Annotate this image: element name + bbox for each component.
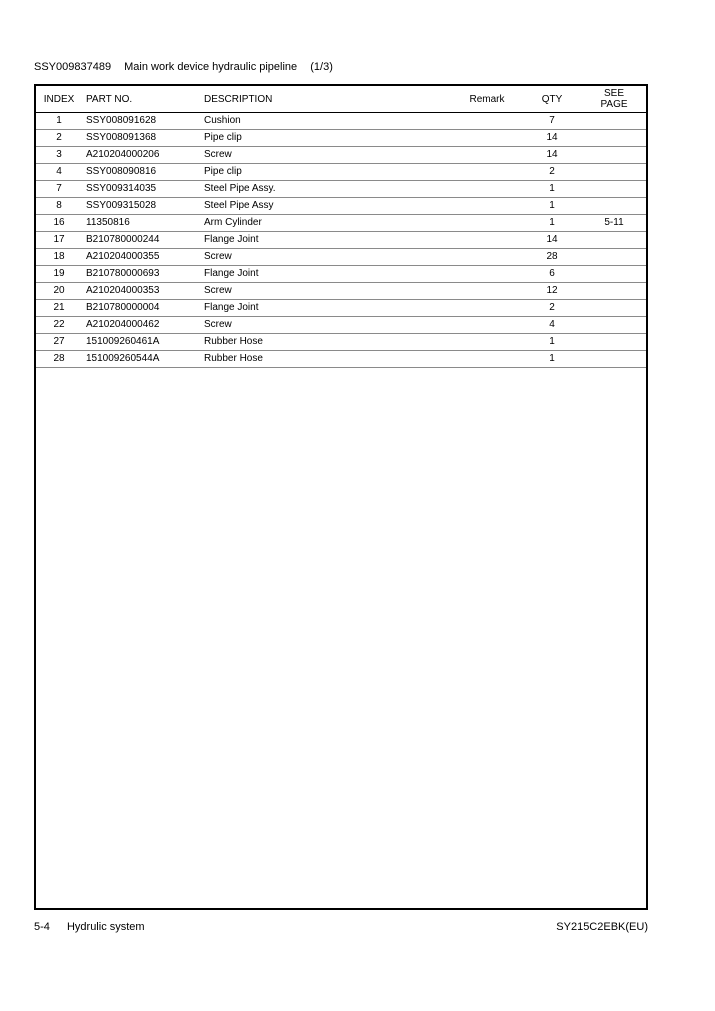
cell-remark [452,300,522,317]
cell-qty: 14 [522,232,582,249]
cell-remark [452,232,522,249]
cell-qty: 14 [522,147,582,164]
cell-description: Screw [204,317,452,334]
doc-title: Main work device hydraulic pipeline [124,61,298,73]
cell-index: 28 [36,351,82,368]
cell-index: 8 [36,198,82,215]
cell-description: Rubber Hose [204,334,452,351]
table-row [36,130,646,147]
cell-description: Flange Joint [204,300,452,317]
cell-index: 1 [36,113,82,130]
cell-index: 3 [36,147,82,164]
cell-see-page [582,181,646,198]
cell-part-no: A210204000353 [82,283,204,300]
cell-see-page [582,334,646,351]
cell-qty: 1 [522,215,582,232]
cell-part-no: 151009260461A [82,334,204,351]
table-row [36,113,646,130]
cell-part-no: 11350816 [82,215,204,232]
col-description-header: DESCRIPTION [204,86,452,113]
cell-qty: 7 [522,113,582,130]
cell-qty: 28 [522,249,582,266]
cell-remark [452,164,522,181]
parts-table [36,86,646,368]
cell-remark [452,283,522,300]
cell-description: Steel Pipe Assy [204,198,452,215]
cell-remark [452,351,522,368]
cell-index: 19 [36,266,82,283]
cell-index: 16 [36,215,82,232]
cell-qty: 1 [522,334,582,351]
cell-remark [452,317,522,334]
table-row [36,317,646,334]
cell-see-page [582,351,646,368]
col-qty-header: QTY [522,86,582,113]
table-row [36,266,646,283]
doc-code: SSY009837489 [34,61,112,73]
cell-part-no: 151009260544A [82,351,204,368]
cell-see-page [582,283,646,300]
cell-qty: 1 [522,181,582,198]
cell-see-page [582,300,646,317]
cell-see-page [582,130,646,147]
table-header-row [36,86,646,113]
page-footer [34,921,648,933]
cell-description: Cushion [204,113,452,130]
cell-see-page [582,317,646,334]
cell-qty: 12 [522,283,582,300]
page-number: 5-4 [34,921,50,933]
parts-table-frame [34,84,648,910]
cell-see-page: 5-11 [582,215,646,232]
cell-see-page [582,249,646,266]
doc-part: (1/3) [310,61,333,73]
cell-qty: 6 [522,266,582,283]
cell-index: 4 [36,164,82,181]
cell-index: 21 [36,300,82,317]
table-row [36,181,646,198]
model-code: SY215C2EBK(EU) [556,921,648,933]
table-row [36,334,646,351]
cell-description: Screw [204,147,452,164]
cell-description: Flange Joint [204,266,452,283]
cell-index: 7 [36,181,82,198]
cell-description: Pipe clip [204,130,452,147]
cell-part-no: B210780000693 [82,266,204,283]
cell-remark [452,215,522,232]
cell-remark [452,198,522,215]
cell-qty: 1 [522,351,582,368]
cell-description: Flange Joint [204,232,452,249]
cell-part-no: SSY009315028 [82,198,204,215]
cell-index: 20 [36,283,82,300]
table-row [36,198,646,215]
cell-part-no: A210204000355 [82,249,204,266]
cell-part-no: SSY009314035 [82,181,204,198]
cell-qty: 1 [522,198,582,215]
cell-description: Screw [204,283,452,300]
see-page-line-1: SEE [603,88,624,99]
cell-remark [452,113,522,130]
cell-remark [452,334,522,351]
cell-remark [452,130,522,147]
cell-description: Arm Cylinder [204,215,452,232]
table-row [36,215,646,232]
col-part-no-header: PART NO. [82,86,204,113]
page-header [34,61,343,73]
cell-part-no: B210780000004 [82,300,204,317]
cell-see-page [582,147,646,164]
table-row [36,249,646,266]
section-name: Hydrulic system [66,921,145,933]
cell-description: Rubber Hose [204,351,452,368]
table-row [36,164,646,181]
cell-remark [452,181,522,198]
cell-description: Steel Pipe Assy. [204,181,452,198]
cell-part-no: SSY008090816 [82,164,204,181]
table-row [36,300,646,317]
cell-index: 27 [36,334,82,351]
cell-part-no: SSY008091368 [82,130,204,147]
cell-remark [452,147,522,164]
cell-index: 2 [36,130,82,147]
cell-see-page [582,113,646,130]
col-see-page-header [582,86,646,113]
table-row [36,351,646,368]
cell-see-page [582,164,646,181]
cell-description: Screw [204,249,452,266]
table-body [36,113,646,368]
cell-qty: 2 [522,164,582,181]
table-row [36,232,646,249]
see-page-line-2: PAGE [600,99,628,110]
cell-see-page [582,232,646,249]
cell-part-no: A210204000462 [82,317,204,334]
cell-description: Pipe clip [204,164,452,181]
cell-part-no: SSY008091628 [82,113,204,130]
cell-see-page [582,198,646,215]
table-row [36,147,646,164]
cell-qty: 4 [522,317,582,334]
col-index-header: INDEX [36,86,82,113]
cell-index: 22 [36,317,82,334]
cell-remark [452,249,522,266]
table-row [36,283,646,300]
cell-part-no: A210204000206 [82,147,204,164]
cell-part-no: B210780000244 [82,232,204,249]
cell-remark [452,266,522,283]
cell-qty: 14 [522,130,582,147]
cell-index: 18 [36,249,82,266]
cell-qty: 2 [522,300,582,317]
col-remark-header: Remark [452,86,522,113]
cell-see-page [582,266,646,283]
cell-index: 17 [36,232,82,249]
